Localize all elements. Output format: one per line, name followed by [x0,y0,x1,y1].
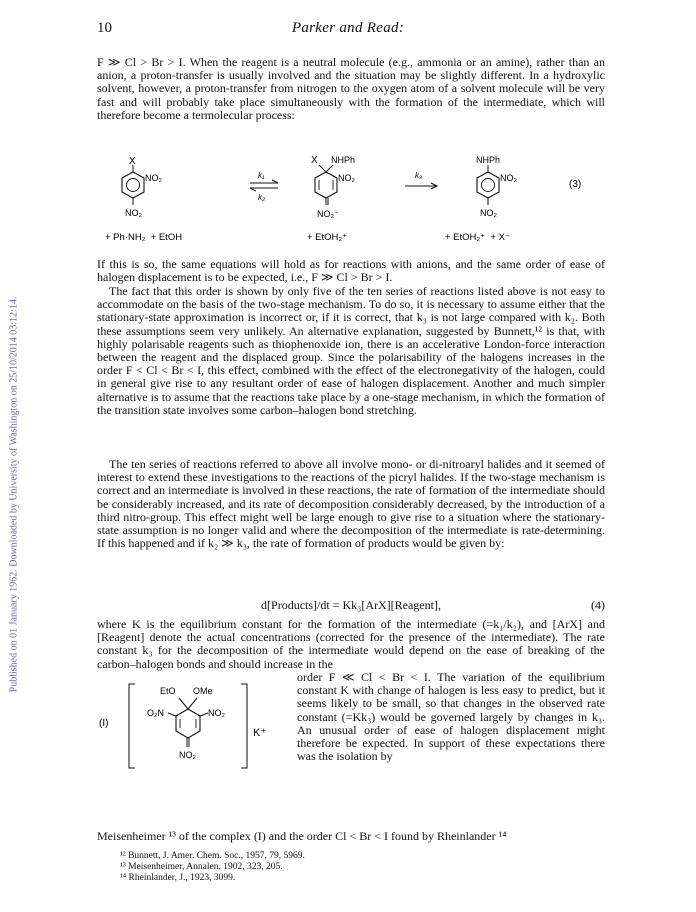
product-no2-label: NO₂ [500,173,517,183]
ethoxy-label: EtO [160,686,176,696]
methoxy-label: OMe [193,686,213,696]
product-species: + EtOH₂⁺ + X⁻ [445,232,510,243]
download-stamp: Published on 01 January 1962. Downloaded by University of Washington on 25/10/2014 03:12:14. [8,296,20,693]
k2-label: k₂ [258,193,266,202]
equation-4-body: d[Products]/dt = Kk₃[ArX][Reagent], [261,598,441,612]
aryl-halide-structure [122,156,163,218]
paragraph-meisenheimer-line: Meisenheimer ¹³ of the complex (I) and the order Cl < Br < I found by Rheinlander ¹⁴ [97,829,507,843]
reactant-no2-bottom-label: NO₂ [125,208,142,218]
intermediate-species: + EtOH₂⁺ [307,232,348,243]
k3-label: k₃ [415,171,423,180]
intermediate-no2-label: NO₂ [338,173,355,183]
product-nhph-label: NHPh [476,155,501,165]
intermediate-nitronate-label: NO₂⁻ [317,209,339,219]
o2n-label: O₂N [147,708,164,718]
equation-4-number: (4) [591,598,605,612]
paragraph-intro: F ≫ Cl > Br > I. When the reagent is a neutral molecule (e.g., ammonia or an amine), rather than an anion, a proton-transfer is usually involved and the situation may be slightly different. In a hydroxylic solvent, however, a proton-transfer from nitrogen to the oxygen atom of a solvent molecule will be very fast and will probably take place simultaneously with the formation of the intermediate, which will therefore become a termolecular process: [97,55,605,122]
footnotes [120,851,305,884]
nitro-right-label: NO₂ [208,708,225,718]
complex-label: (I) [99,718,109,729]
reactant-no2-label: NO₂ [145,173,162,183]
paragraph-halogen-variation: order F ≪ Cl < Br < I. The variation of the equilibrium constant K with change of halogen is less easy to predict, but it seems likely to be small, so that changes in the observed rate constant (=Kk₃) would be governed largely by changes in k₃. An unusual order of ease of halogen displacement might therefore be expected. In support of these expectations there was the isolation by [297,670,605,764]
reaction-scheme-3 [95,150,615,250]
reactant-species: + Ph·NH₂ + EtOH [105,232,183,243]
page-number: 10 [97,20,112,36]
meisenheimer-complex-structure [97,676,295,776]
k1-label: k₁ [258,171,265,180]
product-structure [476,155,518,218]
potassium-counterion: K⁺ [253,727,267,739]
paragraph-mechanism-discussion: The fact that this order is shown by only five of the ten series of reactions listed above is not easy to accommodate on the basis of the two-stage mechanism. To do so, it is necessary to assume either that the stationary-state approximation is incorrect or, if it is correct, that k₃ is not large compared with k₂. Both these assumptions seem very unlikely. An alternative explanation, suggested by Bunnett,¹² is that, with highly polarisable reagents such as thiophenoxide ion, there is an accelerative London-force interaction between the reagent and the displaced group. Since the polarisability of the halogens increases in the order F < Cl < Br < I, this effect, combined with the effect of the electronegativity of the halogen, could in general give rise to any resultant order of ease of halogen displacement. Another and much simpler alternative is to assume that the reactions take place by a one-stage mechanism, in which the formation of the transition state involves some carbon–halogen bond stretching. [97,284,605,417]
footnote-14: ¹⁴ Rheinlander, J., 1923, 3099. [120,873,236,883]
reactant-x-label: X [129,156,136,167]
nitro-bottom-label: NO₂ [179,750,196,760]
forward-arrow [405,171,437,189]
paragraph-same-equations: If this is so, the same equations will hold as for reactions with anions, and the same order of ease of halogen displacement is to be expected, i.e., F ≫ Cl > Br > I. [97,257,605,285]
product-no2-bottom-label: NO₂ [480,208,497,218]
footnote-13: ¹³ Meisenheimer, Annalen, 1902, 323, 205. [120,862,283,872]
paragraph-equilibrium-constant: where K is the equilibrium constant for the formation of the intermediate (=k₁/k₂), and [ArX] and [Reagent] denote the actual concentrations (corrected for the presence of the intermediate). The rate constant k₃ for the decomposition of the intermediate would depend on the ease of breaking of the carbon–halogen bonds and should increase in the [97,617,605,671]
equation-3-number: (3) [569,179,582,190]
running-title: Parker and Read: [291,20,405,36]
intermediate-structure [311,155,356,219]
equilibrium-arrows [250,171,278,202]
footnote-12: ¹² Bunnett, J. Amer. Chem. Soc., 1957, 79, 5969. [120,851,305,861]
intermediate-nhph-label: NHPh [331,155,356,165]
paragraph-picryl-halides: The ten series of reactions referred to above all involve mono- or di-nitroaryl halides and it seemed of interest to extend these investigations to the reactions of the picryl halides. If the two-stage mechanism is correct and an intermediate is involved in these reactions, the rate of formation of the intermediate should be considerably increased, and its rate of decomposition considerably decreased, by the introduction of a third nitro-group. This effect might well be large enough to give rise to a situation where the stationary-state assumption is no longer valid and where the decomposition of the intermediate is rate-determining. If this happened and if k₂ ≫ k₃, the rate of formation of products would be given by: [97,457,605,551]
intermediate-x-label: X [311,155,318,166]
